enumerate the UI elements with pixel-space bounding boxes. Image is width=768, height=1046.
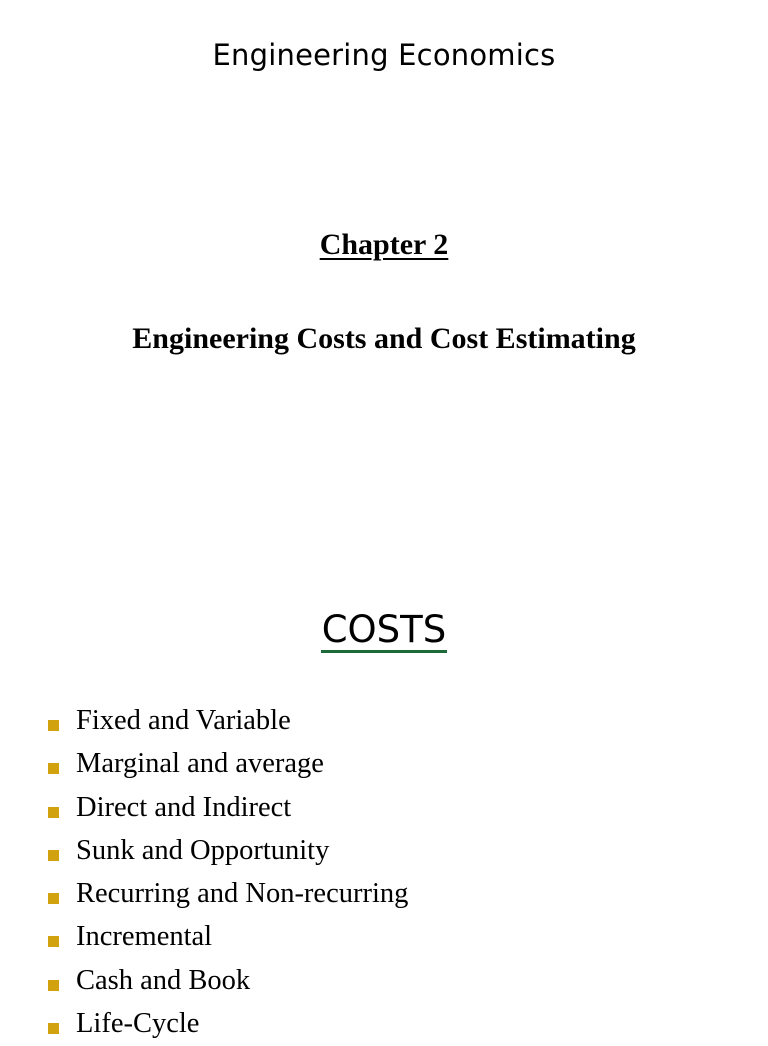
costs-heading-text: COSTS <box>321 609 448 653</box>
list-item <box>0 916 768 959</box>
list-item-label: Life-Cycle <box>76 1008 200 1040</box>
square-bullet-icon <box>48 763 59 774</box>
square-bullet-icon <box>48 720 59 731</box>
chapter-label: Chapter 2 <box>319 228 449 261</box>
square-bullet-icon <box>48 807 59 818</box>
list-item-label: Sunk and Opportunity <box>76 834 330 866</box>
list-item <box>0 743 768 786</box>
cost-list <box>0 700 768 1046</box>
list-item-label: Marginal and average <box>76 748 324 780</box>
square-bullet-icon <box>48 850 59 861</box>
list-item-label: Fixed and Variable <box>76 705 291 736</box>
list-item <box>0 787 768 830</box>
square-bullet-icon <box>48 1023 59 1034</box>
list-item-label: Direct and Indirect <box>76 791 292 823</box>
chapter-subtitle: Engineering Costs and Cost Estimating <box>132 322 636 355</box>
square-bullet-icon <box>48 893 59 904</box>
list-item <box>0 960 768 1003</box>
list-item <box>0 873 768 916</box>
square-bullet-icon <box>48 936 59 947</box>
square-bullet-icon <box>48 980 59 991</box>
deck-title: Engineering Economics <box>212 38 556 72</box>
costs-heading <box>0 608 768 653</box>
list-item <box>0 1003 768 1046</box>
list-item <box>0 700 768 743</box>
list-item-label: Cash and Book <box>76 964 251 996</box>
list-item-label: Recurring and Non-recurring <box>76 878 409 910</box>
list-item <box>0 830 768 873</box>
list-item-label: Incremental <box>76 921 213 953</box>
costs-slide <box>0 560 768 1040</box>
